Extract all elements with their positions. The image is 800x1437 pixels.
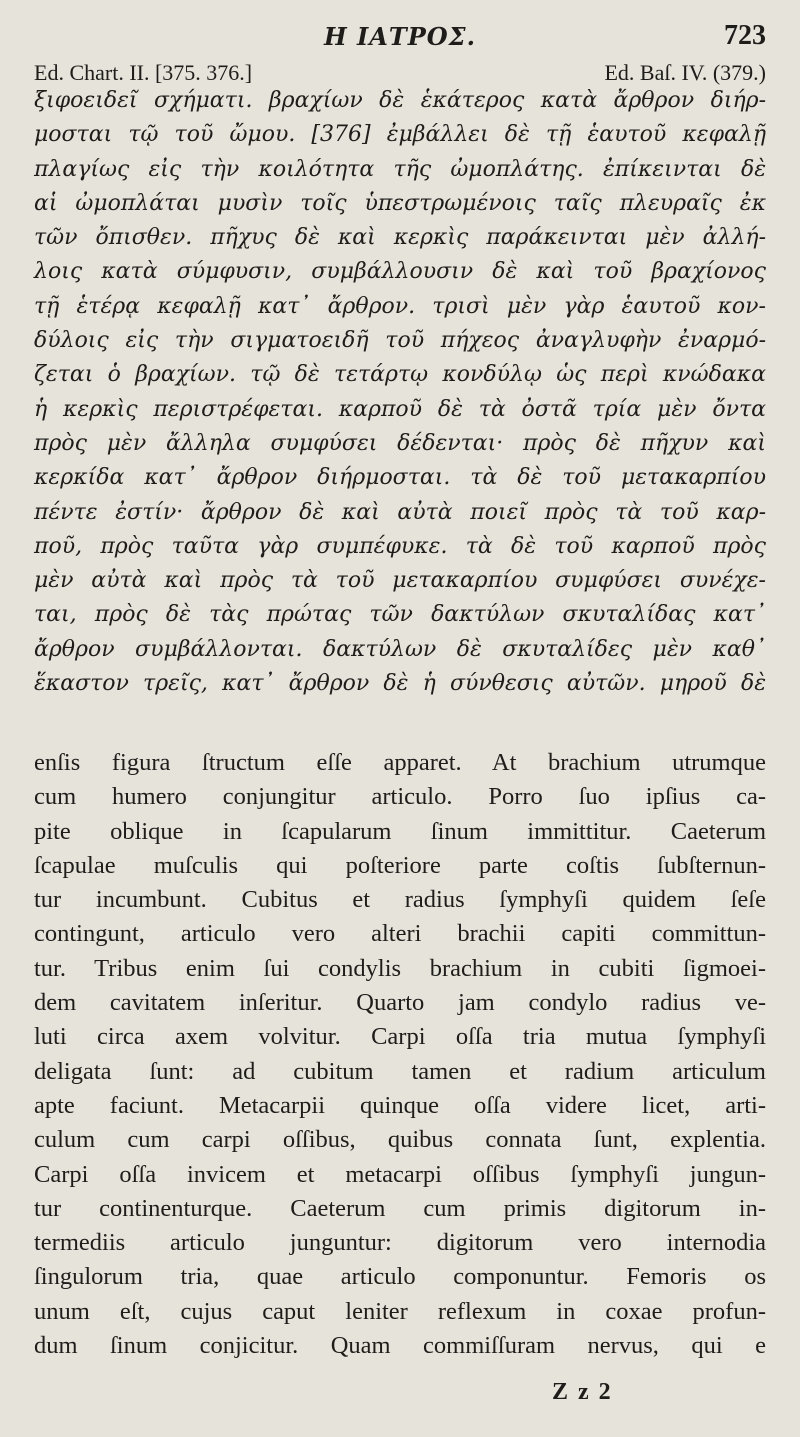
greek-line: αἱ ὠμοπλάται μυσὶν τοῖς ὑπεστρωμένοις ταῖς πλευραῖς ἐκ xyxy=(34,190,766,216)
greek-line: μὲν αὐτὰ καὶ πρὸς τὰ τοῦ μετακαρπίου συμφύσει συνέχε- xyxy=(34,568,766,594)
edition-reference-line xyxy=(34,60,766,86)
greek-line: δύλοις εἰς τὴν σιγματοειδῆ τοῦ πήχεος ἀναγλυφὴν ἐναρμό- xyxy=(34,328,766,354)
edition-reference-right: Ed. Baſ. IV. (379.) xyxy=(604,60,766,85)
greek-line: ἄρθρον συμβάλλονται. δακτύλων δὲ σκυταλίδες μὲν καθ᾽ xyxy=(34,636,766,662)
latin-line: dem cavitatem inſeritur. Quarto jam condylo radius ve- xyxy=(34,989,766,1017)
latin-line: termediis articulo junguntur: digitorum vero internodia xyxy=(34,1229,766,1257)
greek-line: τῶν ὄπισθεν. πῆχυς δὲ καὶ κερκὶς παράκεινται μὲν ἀλλή- xyxy=(34,225,766,251)
greek-line: ποῦ, πρὸς ταῦτα γὰρ συμπέφυκε. τὰ δὲ τοῦ καρποῦ πρὸς xyxy=(34,533,766,559)
latin-line: ſingulorum tria, quae articulo componuntur. Femoris os xyxy=(34,1263,766,1291)
latin-text-block xyxy=(34,746,766,1363)
latin-line: Carpi oſſa invicem et metacarpi oſſibus ſymphyſi jungun- xyxy=(34,1160,766,1188)
greek-line: ἕκαστον τρεῖς, κατ᾽ ἄρθρον δὲ ἡ σύνθεσις αὐτῶν. μηροῦ δὲ xyxy=(34,671,766,697)
latin-line: contingunt, articulo vero alteri brachii capiti committun- xyxy=(34,920,766,948)
latin-line: tur incumbunt. Cubitus et radius ſymphyſi quidem ſeſe xyxy=(34,886,766,914)
latin-line: tur. Tribus enim ſui condylis brachium in cubiti ſigmoei- xyxy=(34,954,766,982)
latin-line: pite oblique in ſcapularum ſinum immittitur. Caeterum xyxy=(34,817,766,845)
greek-line: τῇ ἑτέρᾳ κεφαλῇ κατ᾽ ἄρθρον. τρισὶ μὲν γὰρ ἑαυτοῦ κον- xyxy=(34,293,766,319)
greek-line: πρὸς μὲν ἄλληλα συμφύσει δέδενται· πρὸς δὲ πῆχυν καὶ xyxy=(34,430,766,456)
latin-line: apte faciunt. Metacarpii quinque oſſa videre licet, arti- xyxy=(34,1091,766,1119)
greek-line: πέντε ἐστίν· ἄρθρον δὲ καὶ αὐτὰ ποιεῖ πρὸς τὰ τοῦ καρ- xyxy=(34,499,766,525)
edition-reference-left: Ed. Chart. II. [375. 376.] xyxy=(34,60,253,85)
greek-line: ξιφοειδεῖ σχήματι. βραχίων δὲ ἑκάτερος κατὰ ἄρθρον διήρ- xyxy=(34,88,766,113)
latin-line: deligata ſunt: ad cubitum tamen et radium articulum xyxy=(34,1057,766,1085)
signature-mark: Z z 2 xyxy=(552,1379,613,1405)
greek-line: κερκίδα κατ᾽ ἄρθρον διήρμοσται. τὰ δὲ τοῦ μετακαρπίου xyxy=(34,465,766,491)
page-number: 723 xyxy=(724,20,766,51)
latin-line: luti circa axem volvitur. Carpi oſſa tria mutua ſymphyſi xyxy=(34,1023,766,1051)
greek-text-block xyxy=(34,84,766,701)
latin-line: enſis figura ſtructum eſſe apparet. At brachium utrumque xyxy=(34,749,766,776)
greek-line: ζεται ὁ βραχίων. τῷ δὲ τετάρτῳ κονδύλῳ ὡς περὶ κνώδακα xyxy=(34,362,766,388)
latin-line: cum humero conjungitur articulo. Porro ſuo ipſius ca- xyxy=(34,783,766,811)
running-title: Η ΙΑΤΡΟΣ. xyxy=(323,22,476,51)
greek-line: λοις κατὰ σύμφυσιν, συμβάλλουσιν δὲ καὶ τοῦ βραχίονος xyxy=(34,259,766,285)
latin-line: culum cum carpi oſſibus, quibus connata ſunt, explentia. xyxy=(34,1126,766,1154)
greek-line: μοσται τῷ τοῦ ὤμου. [376] ἐμβάλλει δὲ τῇ ἑαυτοῦ κεφαλῇ xyxy=(34,122,766,148)
latin-line: tur continenturque. Caeterum cum primis digitorum in- xyxy=(34,1194,766,1222)
latin-line: dum ſinum conjicitur. Quam commiſſuram nervus, qui e xyxy=(34,1332,766,1360)
latin-line: unum eſt, cujus caput leniter reflexum in coxae profun- xyxy=(34,1297,766,1325)
greek-line: ἡ κερκὶς περιστρέφεται. καρποῦ δὲ τὰ ὀστᾶ τρία μὲν ὄντα xyxy=(34,396,766,422)
greek-line: ται, πρὸς δὲ τὰς πρώτας τῶν δακτύλων σκυταλίδας κατ᾽ xyxy=(34,602,766,628)
latin-line: ſcapulae muſculis qui poſteriore parte coſtis ſubſternun- xyxy=(34,851,766,879)
greek-line: πλαγίως εἰς τὴν κοιλότητα τῆς ὠμοπλάτης. ἐπίκεινται δὲ xyxy=(34,156,766,182)
